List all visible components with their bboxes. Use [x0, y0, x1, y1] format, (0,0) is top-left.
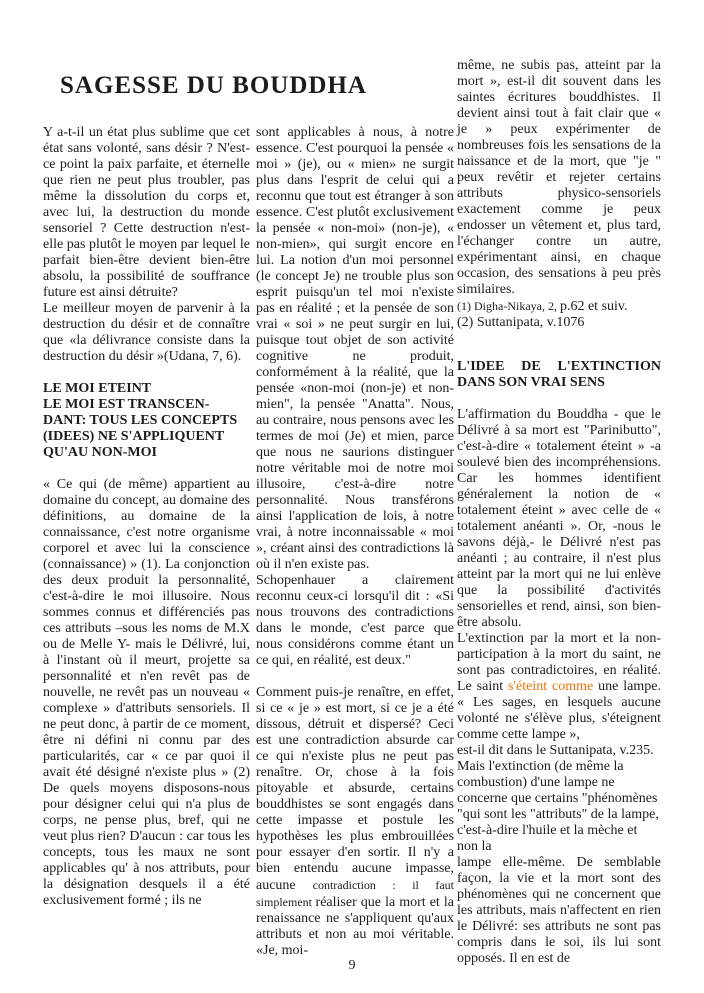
text-run: est-il dit dans le Suttanipata, v.235. Mais l'extinction (de même la combustion) d'une lampe ne concerne que certains "phénomènes "qui sont les "attributs" de la lampe, c'est-à-dire l'huile et la mèche et non la: [457, 743, 659, 854]
paragraph: [256, 573, 454, 669]
text-run: L'IDEE DE L'EXTINCTION DANS SON VRAI SENS: [457, 359, 661, 390]
page-title: SAGESSE DU BOUDDHA: [60, 72, 367, 99]
text-run: LE MOI ETEINT: [43, 381, 152, 396]
text-run: (2) Suttanipata, v.1076: [457, 315, 585, 330]
text-run: p.62 et suiv.: [559, 299, 628, 314]
text-run: réaliser que la mort et la renaissance ne s'appliquent qu'aux attributs et non au moi véritable. «Je, moi-: [256, 895, 454, 958]
text-run: sont applicables à nous, à notre essence. C'est pourquoi la pensée « moi » (je), ou « mien» ne surgit plus dans l'esprit de celui qui a reconnu que tout est étranger à son essence. C'est plutôt exclusivement la pensée « non-moi» (non-je), « non-mien», qui surgit encore en lui. La notion d'un moi personnel (le concept Je) ne trouble plus son esprit puisqu'un tel moi n'existe pas en réalité ; et la pensée de son vrai « soi » ne peut surgir en lui, puisque tout objet de son activité cognitive ne produit, conformément à la réalité, que la pensée «non-moi (non-je) et non-mien", la pensée "Anatta". Nous, au contraire, nous pensons avec les termes de moi (Je) et mien, parce que nous ne saurions distinguer notre véritable moi de notre moi illusoire, c'est-à-dire notre personnalité. Nous transférons ainsi l'application de lois, à notre vrai, à notre inconnaissable « moi », créant ainsi des contradictions là où il n'en existe pas.: [256, 125, 454, 572]
section-heading: [43, 397, 250, 461]
paragraph: [43, 477, 250, 909]
text-run: LE MOI EST TRANSCEN-DANT: TOUS LES CONCEPTS (IDEES) NE S'APPLIQUENT QU'AU NON-MOI: [43, 397, 238, 460]
text-run: Y a-t-il un état plus sublime que cet état sans volonté, sans désir ? N'est-ce point la paix parfaite, et éternelle que rien ne peut plus troubler, pas même la dissolution du corps et, avec lui, la destruction du monde sensoriel ? Cette destruction n'est-elle pas plutôt le moyen par lequel le parfait bien-être devient bien-être absolu, la possibilité de souffrance future est ainsi détruite?: [43, 125, 250, 300]
text-run: « Ce qui (de même) appartient au domaine du concept, au domaine des définitions, au domaine de la connaissance, c'est notre organisme corporel et avec lui la conscience (connaissance) » (1). La conjonction des deux produit la personnalité, c'est-à-dire le moi illusoire. Nous sommes connus et différenciés pas ces attributs –sous les noms de M.X ou de Melle Y- mais le Délivré, lui, à l'instant où il meurt, projette sa personnalité et n'en revêt pas de nouvelle, ne revêt pas un nouveau « complexe » d'attributs sensoriels. Il ne peut donc, à partir de ce moment, être ni défini ni connu par des particularités, car « ce par quoi il avait été désigné n'existe plus » (2) De quels moyens disposons-nous pour désigner celui qui n'a plus de corps, ne pense plus, bref, qui ne veut plus rien? D'aucun : car tous les concepts, tous les maux ne sont applicables qu' à nos attributs, pour la désignation desquels il a été exclusivement formé ; ils ne: [43, 477, 250, 908]
text-run: lampe elle-même. De semblable façon, la vie et la mort sont des phénomènes qui ne concernent que les attributs, mais n'affectent en rien le Délivré: ses attributs ne sont pas compris dans le soi, ils lui sont opposés. Il en est de: [457, 855, 661, 966]
column-3: [457, 58, 661, 967]
paragraph: [457, 631, 661, 743]
paragraph: [457, 407, 661, 631]
text-run: même, ne subis pas, atteint par la mort », est-il dit souvent dans les saintes écritures bouddhistes. Il devient ainsi tout à fait clair que « je » peux expérimenter de nombreuses fois les sensations de la naissance et de la mort, que "je " peux revêtir et rejeter certains attributs physico-sensoriels exactement comme je peux endosser un vêtement et, plus tard, l'échanger contre un autre, expérimentant ainsi, en chaque occasion, des sensations à peu près similaires.: [457, 58, 661, 297]
text-run: Le meilleur moyen de parvenir à la destruction du désir et de connaître que «la délivrance consiste dans la destruction du désir »(Udana, 7, 6).: [43, 301, 250, 364]
paragraph: [43, 301, 250, 365]
text-run: L'affirmation du Bouddha - que le Délivré à sa mort est "Parinibutto", c'est-à-dire « totalement éteint » -a soulevé bien des incompréhensions. Car les hommes identifient généralement la notion de « totalement éteint » avec celle de « totalement anéanti ». Or, -nous le savons déjà,- le Délivré n'est pas anéanti ; au contraire, il n'est plus atteint par la mort qui ne lui enlève que la possibilité d'activités sensorielles et rend, ainsi, son bien-être absolu.: [457, 407, 661, 630]
paragraph: [457, 58, 661, 298]
text-run: Schopenhauer a clairement reconnu ceux-ci lorsqu'il dit : «Si nous trouvons des contradictions dans le monde, c'est parce que nous considérons comme étant un ce qui, en réalité, est deux.": [256, 573, 454, 668]
text-run: L'extinction par la mort et la non-participation à la mort du saint, ne sont pas contradictoires, en réalité. Le saint: [457, 631, 661, 694]
paragraph: [256, 125, 454, 573]
highlighted-text: s'éteint comme: [508, 679, 594, 694]
paragraph: [256, 685, 454, 959]
paragraph: [43, 125, 250, 301]
page-number: 9: [348, 958, 356, 973]
text-run: une lampe. « Les sages, en lesquels aucune volonté ne s'élève plus, s'éteignent comme cette lampe »,: [457, 679, 662, 742]
column-1: [43, 125, 250, 909]
reference: [457, 315, 661, 331]
paragraph: [457, 743, 661, 855]
paragraph: [457, 855, 661, 967]
section-heading: [43, 381, 250, 397]
text-run: contradiction : il faut simplement: [256, 878, 454, 909]
text-run: Comment puis-je renaître, en effet, si ce « je » est mort, si ce je a été dissous, détruit et dispersé? Ceci est une contradiction absurde car ce qui n'existe plus ne peut pas renaître. Or, chose à la fois pitoyable et absurde, certains bouddhistes se sont engagés dans cette impasse et postule les hypothèses les plus embrouillées pour essayer d'en sortir. Il n'y a bien entendu aucune impasse, aucune: [256, 685, 454, 893]
column-2: [256, 125, 454, 959]
section-heading: [457, 359, 661, 391]
reference: [457, 298, 661, 315]
text-run: (1) Digha-Nikaya, 2,: [457, 299, 560, 313]
